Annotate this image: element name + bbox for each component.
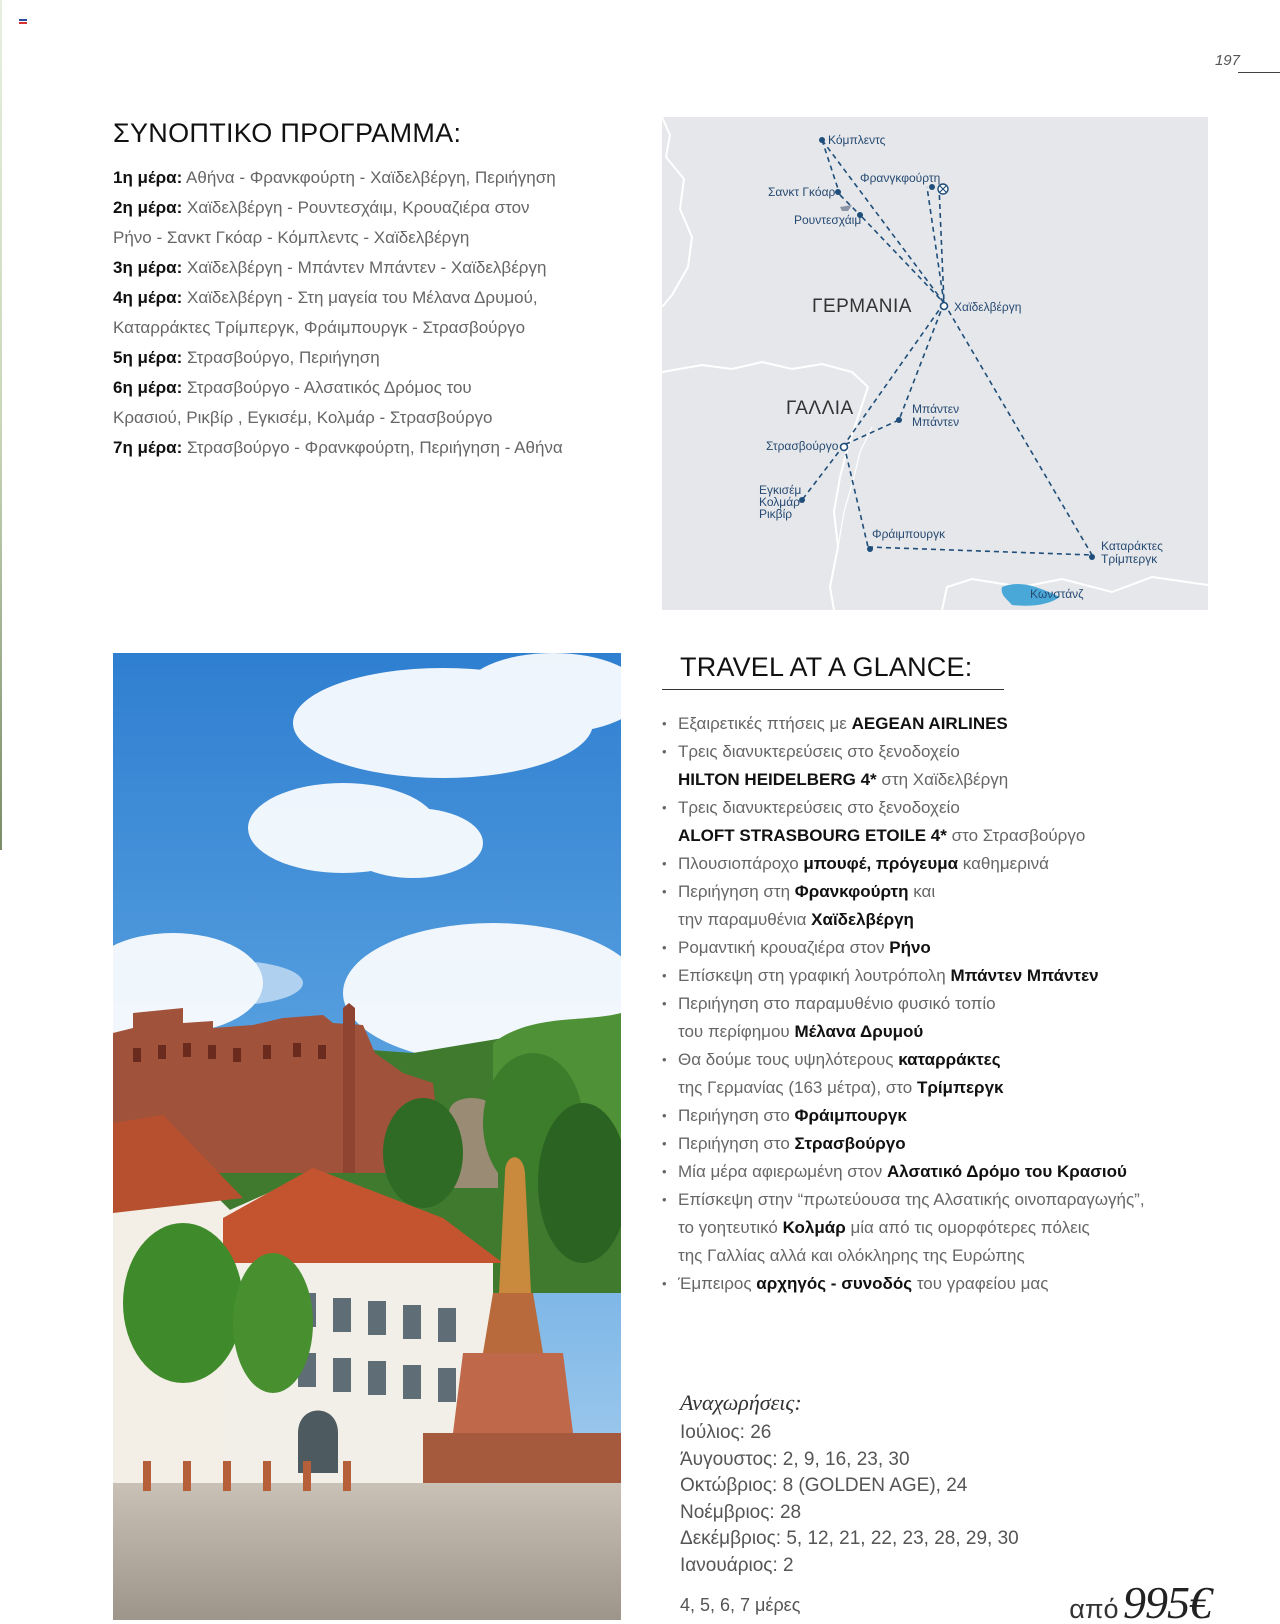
- glance-item-highlight: Στρασβούργο: [794, 1134, 906, 1153]
- synopsis-line: [113, 403, 613, 433]
- glance-item-text: στη Χαϊδελβέργη: [876, 770, 1009, 789]
- glance-item-highlight: αρχηγός - συνοδός: [756, 1274, 913, 1293]
- departures-line-3: Οκτώβριος: 8 (GOLDEN AGE), 24: [680, 1475, 968, 1496]
- day-label: 6η μέρα:: [113, 378, 183, 397]
- day-description: Χαϊδελβέργη - Μπάντεν Μπάντεν - Χαϊδελβέργη: [182, 258, 547, 277]
- map-country-france: ΓΑΛΛΙΑ: [786, 398, 854, 419]
- glance-item-text: Περιήγηση στο: [678, 1106, 795, 1125]
- glance-item-text: Επίσκεψη στην “πρωτεύουσα της Αλσατικής οινοπαραγωγής”,: [678, 1190, 1145, 1209]
- synopsis-line: [113, 433, 613, 463]
- glance-item: [662, 1130, 1222, 1158]
- glance-item-text: το γοητευτικό: [678, 1218, 783, 1237]
- departures-line-2: Άυγουστος: 2, 9, 16, 23, 30: [680, 1448, 910, 1470]
- map-label-colmar-3: Ρικβίρ: [759, 507, 793, 521]
- map-label-freiburg: Φράιμπουργκ: [872, 527, 946, 541]
- glance-item-text: του γραφείου μας: [912, 1274, 1049, 1293]
- day-label: 1η μέρα:: [113, 168, 183, 187]
- glance-item-text: Μία μέρα αφιερωμένη στον: [678, 1162, 887, 1181]
- glance-item-text: Περιήγηση στο: [678, 1134, 795, 1153]
- day-label: 7η μέρα:: [113, 438, 183, 457]
- day-description: Στρασβούργο - Αλσατικός Δρόμος του: [182, 378, 472, 397]
- glance-item-highlight: Μέλανα Δρυμού: [794, 1022, 924, 1041]
- day-label: 4η μέρα:: [113, 288, 183, 307]
- map-label-strasbourg: Στρασβούργο: [766, 439, 839, 453]
- glance-title: TRAVEL AT A GLANCE:: [662, 652, 1004, 690]
- map-label-triberg-1: Καταράκτες: [1101, 539, 1163, 553]
- synopsis-line: [113, 313, 613, 343]
- map-label-badenbaden-2: Μπάντεν: [912, 415, 960, 429]
- glance-item-text: Εξαιρετικές πτήσεις με: [678, 714, 852, 733]
- glance-item-text: Πλουσιοπάροχο: [678, 854, 804, 873]
- price-prefix: από: [1069, 1594, 1119, 1624]
- map-label-colmar-1: Εγκισέμ: [759, 483, 802, 497]
- glance-item-text: Έμπειρος: [678, 1274, 757, 1293]
- glance-item-text: Περιήγηση στο παραμυθένιο φυσικό τοπίο: [678, 994, 996, 1013]
- synopsis-section: [113, 118, 613, 463]
- glance-item-text: και: [908, 882, 936, 901]
- departures-line-1: Ιούλιος: 26: [680, 1422, 772, 1443]
- trip-duration: 4, 5, 6, 7 μέρες: [680, 1595, 801, 1615]
- map-label-rudesheim: Ρουντεσχάιμ: [794, 213, 862, 227]
- glance-item-highlight: Μπάντεν Μπάντεν: [950, 966, 1099, 985]
- glance-item: [662, 934, 1222, 962]
- glance-item-text: Θα δούμε τους υψηλότερους: [678, 1050, 899, 1069]
- route-map: [662, 117, 1208, 610]
- city-markers: [799, 137, 1095, 560]
- synopsis-line: [113, 193, 613, 223]
- glance-list: [662, 710, 1222, 1298]
- glance-item: [662, 990, 1222, 1046]
- page-number: 197: [1214, 52, 1240, 69]
- glance-item: [662, 1186, 1222, 1270]
- glance-item-highlight: Φράιμπουργκ: [794, 1106, 907, 1125]
- glance-item: [662, 962, 1222, 990]
- departures-title: Αναχωρήσεις:: [680, 1390, 802, 1415]
- day-description: Κρασιού, Ρικβίρ , Εγκισέμ, Κολμάρ - Στρασβούργο: [113, 408, 493, 427]
- price-amount: 995€: [1123, 1577, 1211, 1624]
- route-lines: [802, 140, 1092, 555]
- glance-item-text: την παραμυθένια: [678, 910, 812, 929]
- glance-item-text: του περίφημου: [678, 1022, 795, 1041]
- heidelberg-marker: [941, 303, 948, 310]
- map-label-colmar-2: Κολμάρ: [759, 495, 800, 509]
- glance-item-text: Τρεις διανυκτερεύσεις στο ξενοδοχείο: [678, 742, 960, 761]
- glance-item-highlight: μπουφέ, πρόγευμα: [803, 854, 959, 873]
- day-label: 3η μέρα:: [113, 258, 183, 277]
- day-description: Χαϊδελβέργη - Ρουντεσχάιμ, Κρουαζιέρα στον: [182, 198, 530, 217]
- day-description: Αθήνα - Φρανκφούρτη - Χαϊδελβέργη, Περιήγηση: [182, 168, 556, 187]
- day-description: Ρήνο - Σανκτ Γκόαρ - Κόμπλεντς - Χαϊδελβέργη: [113, 228, 470, 247]
- day-description: Καταρράκτες Τρίμπεργκ, Φράιμπουργκ - Στρασβούργο: [113, 318, 526, 337]
- synopsis-line: [113, 343, 613, 373]
- price-block: [1069, 1576, 1211, 1624]
- heidelberg-photo: [113, 653, 621, 1620]
- synopsis-line: [113, 253, 613, 283]
- day-description: Στρασβούργο, Περιήγηση: [182, 348, 380, 367]
- glance-item: [662, 878, 1222, 934]
- glance-item-text: στο Στρασβούργο: [946, 826, 1086, 845]
- glance-item-highlight: καταρράκτες: [898, 1050, 1001, 1069]
- strasbourg-marker: [841, 444, 848, 451]
- glance-item: [662, 710, 1222, 738]
- glance-item-highlight: Χαϊδελβέργη: [811, 910, 914, 929]
- day-label: 2η μέρα:: [113, 198, 183, 217]
- map-label-frankfurt: Φρανγκφούρτη: [860, 171, 941, 185]
- map-label-sanktgoar: Σανκτ Γκόαρ: [768, 185, 836, 199]
- glance-item: [662, 1046, 1222, 1102]
- glance-item-highlight: Φρανκφούρτη: [794, 882, 909, 901]
- travel-at-a-glance-section: [662, 652, 1222, 1298]
- glance-item-text: Περιήγηση στη: [678, 882, 795, 901]
- departures-line-4: Νοέμβριος: 28: [680, 1501, 802, 1523]
- departures-line-6: Ιανουάριος: 2: [680, 1554, 794, 1576]
- map-label-koblenz: Κόμπλεντς: [828, 133, 886, 147]
- map-country-germany: ΓΕΡΜΑΝΙΑ: [812, 296, 912, 317]
- page-edge-strip: [0, 0, 2, 850]
- flag-icon: [19, 19, 27, 26]
- glance-item-text: καθημερινά: [958, 854, 1049, 873]
- glance-item-highlight: Αλσατικό Δρόμο του Κρασιού: [886, 1162, 1127, 1181]
- glance-item-highlight: Ρήνο: [889, 938, 931, 957]
- glance-item: [662, 1270, 1222, 1298]
- glance-item-text: Τρεις διανυκτερεύσεις στο ξενοδοχείο: [678, 798, 960, 817]
- departures-section: [680, 1390, 1080, 1616]
- synopsis-line: [113, 283, 613, 313]
- glance-item-highlight: ALOFT STRASBOURG ETOILE 4*: [678, 826, 947, 845]
- glance-item-text: Ρομαντική κρουαζιέρα στον: [678, 938, 890, 957]
- route-map-svg: [662, 117, 1208, 610]
- day-description: Στρασβούργο - Φρανκφούρτη, Περιήγηση - Αθήνα: [182, 438, 563, 457]
- synopsis-line: [113, 223, 613, 253]
- synopsis-day-list: [113, 163, 613, 463]
- ship-icon: [840, 205, 852, 211]
- glance-item-highlight: Κολμάρ: [782, 1218, 846, 1237]
- map-label-konstanz: Κωνστάνζ: [1030, 587, 1084, 601]
- glance-item-text: της Γερμανίας (163 μέτρα), στο: [678, 1078, 917, 1097]
- glance-item-highlight: HILTON HEIDELBERG 4*: [678, 770, 877, 789]
- day-label: 5η μέρα:: [113, 348, 183, 367]
- glance-item: [662, 1102, 1222, 1130]
- glance-item: [662, 1158, 1222, 1186]
- page-number-rule: [1238, 72, 1280, 73]
- glance-item: [662, 738, 1222, 794]
- glance-item: [662, 794, 1222, 850]
- departures-line-5: Δεκέμβριος: 5, 12, 21, 22, 23, 28, 29, 30: [680, 1528, 1019, 1549]
- synopsis-line: [113, 163, 613, 193]
- synopsis-line: [113, 373, 613, 403]
- day-description: Χαϊδελβέργη - Στη μαγεία του Μέλανα Δρυμού,: [182, 288, 538, 307]
- glance-item-highlight: AEGEAN AIRLINES: [851, 714, 1008, 733]
- map-label-triberg-2: Τρίμπεργκ: [1101, 552, 1158, 566]
- glance-item-highlight: Τρίμπεργκ: [916, 1078, 1004, 1097]
- glance-item-text: μία από τις ομορφότερες πόλεις: [845, 1218, 1090, 1237]
- glance-item-text: Επίσκεψη στη γραφική λουτρόπολη: [678, 966, 951, 985]
- map-label-heidelberg: Χαϊδελβέργη: [954, 300, 1022, 314]
- synopsis-title: ΣΥΝΟΠΤΙΚΟ ΠΡΟΓΡΑΜΜΑ:: [113, 118, 462, 148]
- glance-item: [662, 850, 1222, 878]
- glance-item-text: της Γαλλίας αλλά και ολόκληρης της Ευρώπης: [678, 1246, 1025, 1265]
- map-label-badenbaden-1: Μπάντεν: [912, 402, 960, 416]
- airport-icon: [938, 184, 948, 194]
- heidelberg-photo-illustration: [113, 653, 621, 1620]
